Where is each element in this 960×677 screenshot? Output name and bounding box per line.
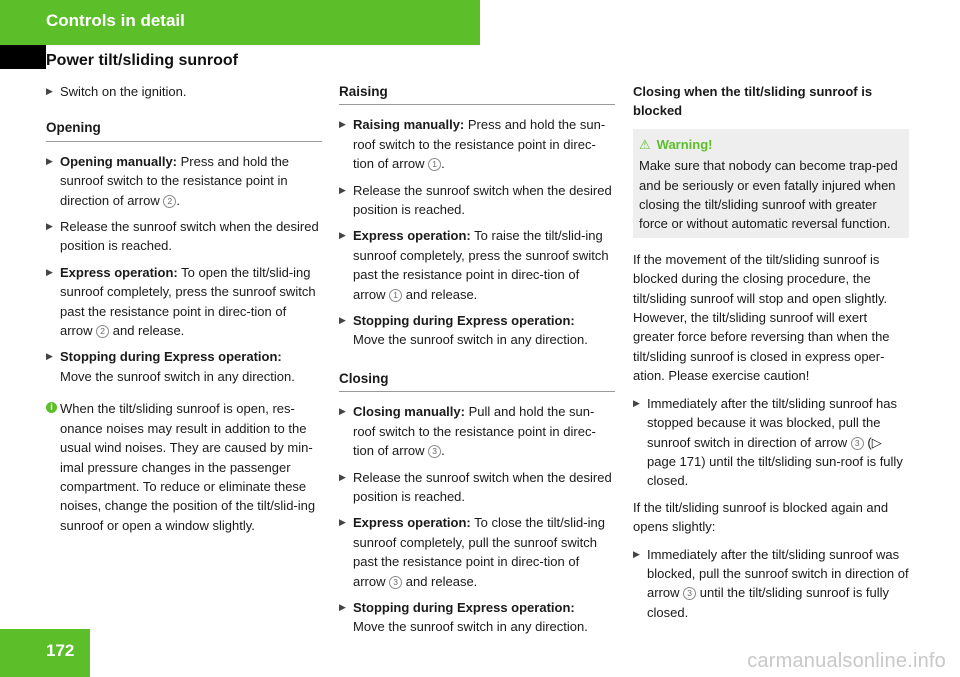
- item-text: To close the tilt/slid-ing sunroof completely, pull the sunroof switch past the resistance point in direc-tion of arrow: [353, 515, 605, 589]
- warning-title: [639, 135, 903, 154]
- list-item: [339, 402, 615, 460]
- header-band: [0, 0, 480, 45]
- list-item: [339, 226, 615, 304]
- item-bold: Raising manually:: [353, 117, 465, 133]
- list-item: [46, 82, 322, 101]
- triangle-bullet-icon: ▶: [339, 406, 346, 417]
- item-text: and release.: [109, 323, 185, 339]
- triangle-bullet-icon: ▶: [46, 155, 53, 166]
- item-bold: Opening manually:: [60, 153, 178, 169]
- item-text: .: [176, 192, 180, 208]
- item-bold: Stopping during Express operation:: [353, 313, 575, 329]
- list-item: [339, 115, 615, 173]
- item-text: until the tilt/sliding sunroof is fully closed.: [647, 585, 890, 620]
- info-note: [46, 399, 322, 535]
- column-right: [633, 82, 909, 629]
- triangle-bullet-icon: ▶: [46, 221, 53, 232]
- column-left: [46, 82, 322, 535]
- warning-title-text: Warning!: [656, 136, 713, 152]
- triangle-bullet-icon: ▶: [339, 601, 346, 612]
- section-title: Controls in detail: [46, 11, 185, 30]
- triangle-bullet-icon: ▶: [339, 184, 346, 195]
- item-text: Press and hold the sun-roof switch to the resistance point in direc-tion of arrow: [353, 117, 606, 172]
- warning-text: Make sure that nobody can become trap-ped and be seriously or even fatally injured when closing the tilt/sliding sunroof with greater force or without automatic reversal function.: [639, 158, 898, 232]
- list-item: [46, 263, 322, 341]
- arrow-number-2-icon: 2: [163, 195, 176, 208]
- triangle-bullet-icon: ▶: [46, 86, 53, 96]
- list-item: [339, 598, 615, 637]
- header-tab-marker: [0, 45, 46, 69]
- item-text: Move the sunroof switch in any direction.: [60, 368, 295, 384]
- page-title: Power tilt/sliding sunroof: [46, 52, 238, 69]
- warning-triangle-icon: ⚠: [639, 136, 651, 152]
- watermark: carmanualsonline.info: [747, 650, 946, 672]
- section-heading-blocked: Closing when the tilt/sliding sunroof is blocked: [633, 84, 873, 119]
- triangle-bullet-icon: ▶: [339, 315, 346, 326]
- item-text: Pull and hold the sun-roof switch to the resistance point in direc-tion of arrow: [353, 404, 596, 459]
- triangle-bullet-icon: ▶: [46, 266, 53, 277]
- paragraph: If the movement of the tilt/sliding sunroof is blocked during the closing procedure, the tilt/sliding sunroof will stop and open slightly. However, the tilt/sliding sunroof will exert greater force before reversing than when the tilt/sliding sunroof is closed in express oper-ation. Please exercise caution!: [633, 251, 890, 384]
- list-item: [46, 347, 322, 386]
- arrow-number-3-icon: 3: [389, 576, 402, 589]
- section-heading-closing: Closing: [339, 369, 615, 392]
- item-text: Immediately after the tilt/sliding sunroof was blocked, pull the sunroof switch in direction of arrow: [647, 546, 909, 601]
- triangle-bullet-icon: ▶: [339, 119, 346, 130]
- arrow-number-1-icon: 1: [428, 158, 441, 171]
- item-bold: Stopping during Express operation:: [60, 349, 282, 365]
- item-text: Immediately after the tilt/sliding sunroof has stopped because it was blocked, pull the sunroof switch in direction of arrow: [647, 395, 898, 450]
- item-bold: Closing manually:: [353, 404, 465, 420]
- column-middle: [339, 82, 615, 644]
- item-text: Switch on the ignition.: [60, 84, 187, 99]
- arrow-number-3-icon: 3: [683, 587, 696, 600]
- item-text: until the tilt/sliding sun-roof is fully closed.: [647, 453, 903, 489]
- item-text: Release the sunroof switch when the desired position is reached.: [353, 182, 612, 218]
- arrow-number-3-icon: 3: [428, 445, 441, 458]
- item-text: .: [441, 443, 445, 459]
- triangle-bullet-icon: ▶: [339, 230, 346, 241]
- arrow-number-3-icon: 3: [851, 437, 864, 450]
- arrow-number-1-icon: 1: [389, 289, 402, 302]
- arrow-number-2-icon: 2: [96, 325, 109, 338]
- item-text: Move the sunroof switch in any direction.: [353, 332, 588, 348]
- item-bold: Express operation:: [60, 264, 178, 280]
- list-item: [46, 217, 322, 256]
- item-bold: Stopping during Express operation:: [353, 599, 575, 615]
- note-text: When the tilt/sliding sunroof is open, res-onance noises may result in addition to the usual wind noises. They are caused by min-imal pressure changes in the passenger compartment. To reduce or eliminate these noises, change the position of the tilt/slid-ing sunroof or open a window slightly.: [60, 401, 316, 533]
- list-item: [633, 545, 909, 623]
- page-reference: (▷ page 171): [647, 434, 882, 469]
- page-number-box: [0, 629, 90, 677]
- list-item: [46, 152, 322, 210]
- triangle-bullet-icon: ▶: [633, 548, 640, 559]
- item-text: .: [441, 156, 445, 172]
- list-item: [339, 468, 615, 507]
- item-text: and release.: [402, 286, 478, 302]
- item-bold: Express operation:: [353, 515, 471, 531]
- info-icon: i: [46, 402, 57, 413]
- item-text: and release.: [402, 573, 478, 589]
- item-text: Release the sunroof switch when the desired position is reached.: [353, 469, 612, 504]
- warning-box: [633, 129, 909, 238]
- item-text: Press and hold the sunroof switch to the resistance point in direction of arrow: [60, 153, 290, 208]
- list-item: [339, 513, 615, 591]
- item-text: To raise the tilt/slid-ing sunroof completely, press the sunroof switch past the resistance point in direc-tion of arrow: [353, 228, 609, 302]
- list-item: [339, 181, 615, 220]
- section-heading-raising: Raising: [339, 82, 615, 105]
- section-heading-opening: Opening: [46, 118, 322, 141]
- triangle-bullet-icon: ▶: [633, 397, 640, 408]
- item-text: To open the tilt/slid-ing sunroof completely, press the sunroof switch past the resistance point in direc-tion of arrow: [60, 264, 316, 339]
- item-text: Move the sunroof switch in any direction.: [353, 619, 588, 635]
- list-item: [339, 311, 615, 350]
- triangle-bullet-icon: ▶: [339, 517, 346, 528]
- paragraph: If the tilt/sliding sunroof is blocked again and opens slightly:: [633, 499, 889, 535]
- triangle-bullet-icon: ▶: [339, 471, 346, 482]
- item-text: Release the sunroof switch when the desired position is reached.: [60, 219, 319, 254]
- item-bold: Express operation:: [353, 228, 471, 244]
- triangle-bullet-icon: ▶: [46, 351, 53, 362]
- list-item: [633, 394, 909, 491]
- page-number: 172: [46, 641, 75, 660]
